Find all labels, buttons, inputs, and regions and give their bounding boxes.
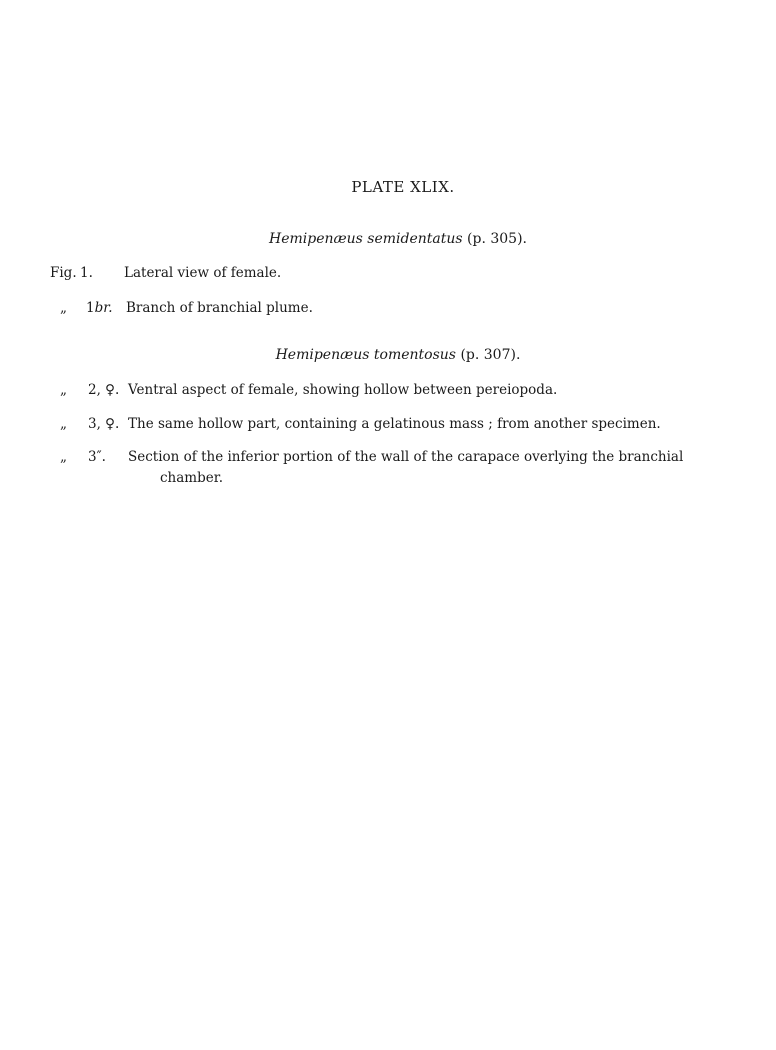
figure-number: 1br. [86,300,113,316]
figure-description: Ventral aspect of female, showing hollow between pereiopoda. [128,382,558,398]
figure-entry [60,298,760,320]
figure-entry [60,414,760,436]
figure-description-line: Section of the inferior portion of the wall of the carapace overlying the branchial [128,449,684,465]
figure-description: The same hollow part, containing a gelatinous mass ; from another specimen. [128,416,661,432]
ditto-mark: „ [60,416,67,432]
figure-description: Branch of branchial plume. [126,300,313,316]
figure-description: Lateral view of female. [124,265,282,281]
figure-number: 3, ♀. [88,416,120,432]
species-name: Hemipenæus tomentosus [275,347,456,363]
figure-description-continued: chamber. [160,470,223,486]
species-name: Hemipenæus semidentatus [268,231,463,247]
plate-title-text: PLATE XLIX. [351,178,455,196]
section-heading-tomentosus [0,347,776,363]
plate-title [0,178,776,196]
figure-entry [60,380,760,402]
figure-number: 2, ♀. [88,382,120,398]
section-heading-semidentatus [0,231,776,247]
figure-entry [60,447,760,491]
ditto-mark: „ [60,449,67,465]
ditto-mark: „ [60,382,67,398]
figure-entry [50,263,750,285]
page-reference: (p. 305). [467,231,528,247]
figure-number: 3″. [88,449,106,465]
figure-number-suffix: br. [94,300,113,316]
figure-description [128,447,768,489]
ditto-mark: „ [60,300,67,316]
figure-number: 1. [80,265,93,281]
page-reference: (p. 307). [460,347,521,363]
figure-prefix: Fig. [50,265,77,281]
